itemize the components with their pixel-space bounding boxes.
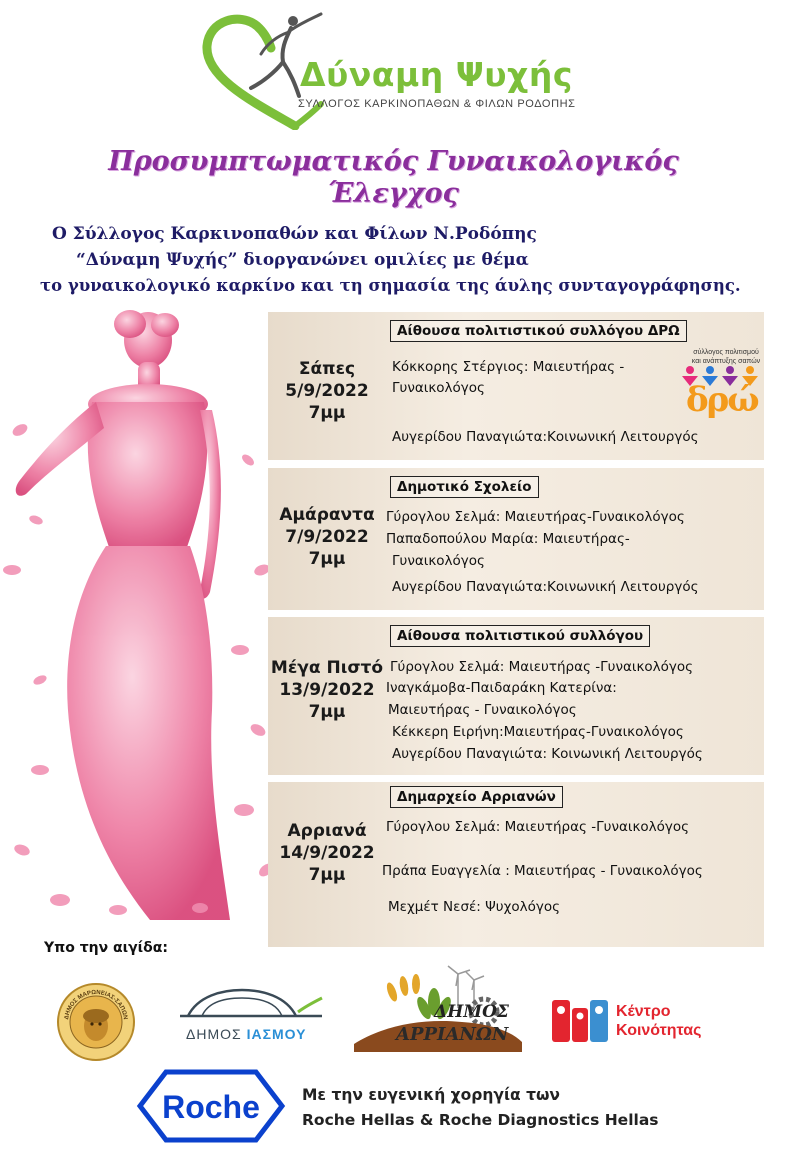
roche-logo <box>136 1068 286 1144</box>
event-date: 14/9/2022 <box>279 843 375 863</box>
logo-subtitle: ΣΥΛΛΟΓΟΣ ΚΑΡΚΙΝΟΠΑΘΩΝ & ΦΙΛΩΝ ΡΟΔΟΠΗΣ <box>298 98 576 110</box>
arriana-line-2: ΑΡΡΙΑΝΩΝ <box>396 1024 509 1045</box>
event-place: Αρριανά <box>287 821 367 841</box>
event-time: 7μμ <box>308 702 346 722</box>
speaker-line: Ιναγκάμοβα-Παιδαράκη Κατερίνα: <box>386 680 617 696</box>
logo-title: Δύναμη Ψυχής <box>300 55 573 94</box>
stone-bridge-icon <box>180 990 322 1016</box>
speaker-line: Γυναικολόγος <box>392 380 485 396</box>
kentro-koinotitas-logo <box>552 996 610 1046</box>
event-time: 7μμ <box>308 549 346 569</box>
speaker-line: Αυγερίδου Παναγιώτα:Κοινωνική Λειτουργός <box>392 579 699 595</box>
family-icon <box>552 1000 608 1042</box>
maroneia-sapes-seal-logo <box>56 982 136 1062</box>
speaker-line: Μαιευτήρας - Γυναικολόγος <box>388 702 577 718</box>
intro-line-3: το γυναικολογικό καρκίνο και τη σημασία της άυλης συνταγογράφησης. <box>40 276 741 295</box>
patronage-label: Υπο την αιγίδα: <box>44 940 168 956</box>
leaf-icon <box>298 998 322 1012</box>
speaker-line: Κόκκορης Στέργιος: Μαιευτήρας - <box>392 359 625 375</box>
speaker-line: Μεχμέτ Νεσέ: Ψυχολόγος <box>388 899 561 915</box>
kentro-line-2: Κοινότητας <box>616 1022 702 1039</box>
event-amaranta <box>268 468 764 610</box>
sponsor-line-2: Roche Hellas & Roche Diagnostics Hellas <box>302 1111 659 1129</box>
event-venue: Δημαρχείο Αρριανών <box>390 786 563 808</box>
event-mega-pisto <box>268 617 764 775</box>
kentro-line-1: Κέντρο <box>616 1003 671 1020</box>
event-time: 7μμ <box>308 865 346 885</box>
page-title-line-1: Προσυμπτωματικός Γυναικολογικός <box>108 146 679 177</box>
intro-line-1: Ο Σύλλογος Καρκινοπαθών και Φίλων Ν.Ροδόπης <box>52 224 537 244</box>
speaker-line: Γύρογλου Σελμά: Μαιευτήρας -Γυναικολόγος <box>390 659 694 675</box>
event-arriana <box>268 782 764 947</box>
event-venue: Αίθουσα πολιτιστικού συλλόγου <box>390 625 650 647</box>
event-date: 7/9/2022 <box>285 527 369 547</box>
iasmos-prefix: ΔΗΜΟΣ <box>186 1026 247 1042</box>
seal-text: ΔΗΜΟΣ ΜΑΡΩΝΕΙΑΣ-ΣΑΠΩΝ <box>64 989 128 1021</box>
wheat-icon <box>385 974 420 1003</box>
event-place: Σάπες <box>298 359 356 379</box>
arriana-line-1: ΔΗΜΟΣ <box>434 1002 509 1022</box>
speaker-line: Παπαδοπούλου Μαρία: Μαιευτήρας- <box>386 531 630 547</box>
event-date: 5/9/2022 <box>285 381 369 401</box>
dro-mark: δρώ <box>686 380 758 420</box>
speaker-line: Γύρογλου Σελμά: Μαιευτήρας -Γυναικολόγος <box>386 819 690 835</box>
dro-badge-line-1: σύλλογος πολιτισμού <box>693 349 759 356</box>
dro-badge-line-2: και ανάπτυξης σαπών <box>691 358 761 365</box>
iasmos-bridge-logo <box>178 982 324 1022</box>
iasmos-name: ΙΑΣΜΟΥ <box>246 1026 307 1042</box>
speaker-line: Αυγερίδου Παναγιώτα:Κοινωνική Λειτουργός <box>392 429 699 445</box>
intro-line-2: “Δύναμη Ψυχής” διοργανώνει ομιλίες με θέμα <box>76 250 529 270</box>
rose-petal-woman-illustration <box>0 310 280 930</box>
event-venue: Αίθουσα πολιτιστικού συλλόγου ΔΡΩ <box>390 320 687 342</box>
sponsor-line-1: Με την ευγενική χορηγία των <box>302 1086 560 1104</box>
speaker-line: Γυναικολόγος <box>392 553 485 569</box>
event-sapes <box>268 312 764 460</box>
event-time: 7μμ <box>308 403 346 423</box>
event-place: Μέγα Πιστό <box>270 658 384 678</box>
event-place: Αμάραντα <box>279 505 375 525</box>
page-title-line-2: Έλεγχος <box>328 178 459 209</box>
speaker-line: Πράπα Ευαγγελία : Μαιευτήρας - Γυναικολόγος <box>382 863 703 879</box>
event-venue: Δημοτικό Σχολείο <box>390 476 539 498</box>
roche-wordmark: Roche <box>162 1089 260 1125</box>
speaker-line: Γύρογλου Σελμά: Μαιευτήρας-Γυναικολόγος <box>386 509 685 525</box>
speaker-line: Αυγερίδου Παναγιώτα: Κοινωνική Λειτουργός <box>392 746 703 762</box>
speaker-line: Κέκκερη Ειρήνη:Μαιευτήρας-Γυναικολόγος <box>392 724 684 740</box>
event-date: 13/9/2022 <box>279 680 375 700</box>
